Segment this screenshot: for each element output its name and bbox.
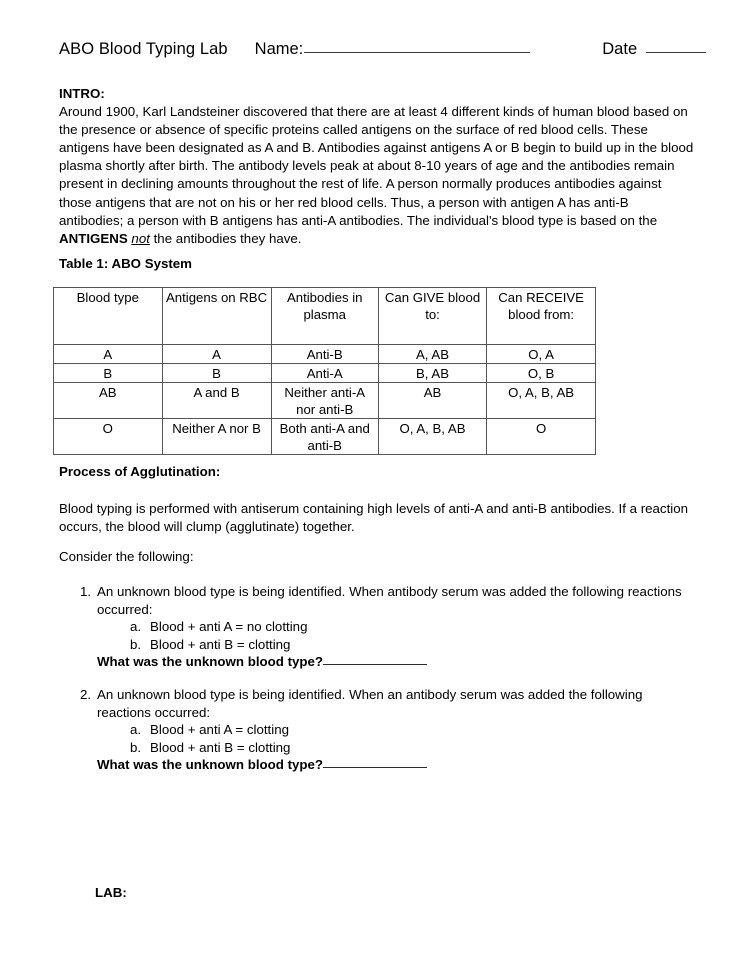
lab-heading: LAB: [95, 885, 127, 900]
sub-item-b [130, 739, 700, 757]
table-cell: B [162, 364, 271, 383]
sub-item-text: Blood + anti B = clotting [150, 739, 291, 755]
question-list [80, 583, 700, 774]
intro-text-tail: the antibodies they have. [149, 230, 302, 246]
question-body [97, 583, 700, 671]
question-sublist [130, 721, 700, 756]
question-marker: 1. [80, 584, 92, 599]
intro-italic-not: not [131, 230, 150, 246]
intro-text-lead: Around 1900, Karl Landsteiner discovered that there are at least 4 different kinds of human blood based on the presence or absence of specific proteins called antigens on the surface of red blood cells. These antigens have been designated as A and B. Antibodies against antigens A or B begin to build up in the blood plasma shortly after birth. The antibody levels peak at about 8-10 years of age and the antibodies remain present in declining amounts throughout the rest of life. A person normally produces antibodies against those antigens that are not on his or her red blood cells. Thus, a person with antigen A has anti-B antibodies; a person with B antigens has anti-A antibodies. The individual's blood type is based on the [59, 104, 694, 228]
table-cell: Anti-B [271, 345, 378, 364]
question-sublist [130, 618, 700, 653]
question-body [97, 686, 700, 774]
table-cell: O, B [487, 364, 596, 383]
table-cell: Neither anti-A nor anti-B [271, 383, 378, 419]
table-cell: Anti-A [271, 364, 378, 383]
answer-prompt-2 [97, 756, 700, 774]
table-cell: B [54, 364, 163, 383]
date-field-group [602, 40, 706, 59]
table-cell: O [54, 419, 163, 455]
sub-item-text: Blood + anti B = clotting [150, 636, 291, 652]
table-cell: B, AB [378, 364, 486, 383]
table-header-antibodies: Antibodies in plasma [271, 288, 378, 345]
page-title: ABO Blood Typing Lab [59, 40, 228, 58]
sub-item-text: Blood + anti A = clotting [150, 722, 289, 738]
question-stem: An unknown blood type is being identified. When an antibody serum was added the following reactions occurred: [97, 686, 643, 720]
question-item-2 [80, 686, 700, 774]
table-header-can-give: Can GIVE blood to: [378, 288, 486, 345]
agglutination-heading: Process of Agglutination: [59, 464, 221, 479]
table-row [54, 419, 596, 455]
agglutination-paragraph: Blood typing is performed with antiserum containing high levels of anti-A and anti-B antibodies. If a reaction occurs, the blood will clump (agglutinate) together. [59, 501, 689, 535]
table-cell: A [54, 345, 163, 364]
answer-prompt-1 [97, 653, 700, 671]
name-blank-line[interactable] [304, 52, 530, 53]
table-row [54, 383, 596, 419]
question-marker: 2. [80, 686, 92, 702]
table-row [54, 364, 596, 383]
table-cell: A [162, 345, 271, 364]
question-item-1 [80, 583, 700, 671]
table-row [54, 345, 596, 364]
name-label: Name: [254, 40, 304, 58]
table-cell: AB [54, 383, 163, 419]
name-field-group [255, 40, 531, 59]
table-header-row [54, 288, 596, 345]
table-caption: Table 1: ABO System [59, 256, 193, 271]
sub-item-b [130, 636, 700, 654]
consider-the-following-label: Consider the following: [59, 549, 194, 564]
sub-item-marker: a. [130, 619, 142, 635]
table-cell: Both anti-A and anti-B [271, 419, 378, 455]
intro-section [59, 85, 695, 248]
table-cell: A and B [162, 383, 271, 419]
answer-blank-line[interactable] [323, 664, 427, 665]
table-cell: AB [378, 383, 486, 419]
answer-blank-line[interactable] [323, 767, 427, 768]
abo-system-table [53, 287, 596, 455]
table-header-antigens: Antigens on RBC [162, 288, 271, 345]
sub-item-marker: b. [130, 636, 142, 652]
table-cell: A, AB [378, 345, 486, 364]
answer-prompt-text: What was the unknown blood type? [97, 654, 324, 670]
intro-paragraph [59, 103, 695, 248]
answer-prompt-text: What was the unknown blood type? [97, 757, 324, 773]
table-cell: Neither A nor B [162, 419, 271, 455]
table-cell: O, A, B, AB [378, 419, 486, 455]
table-header-blood-type: Blood type [54, 288, 163, 345]
sub-item-marker: a. [130, 722, 142, 738]
question-stem: An unknown blood type is being identified. When antibody serum was added the following reactions occurred: [97, 584, 682, 617]
intro-heading: INTRO: [59, 86, 105, 101]
sub-item-marker: b. [130, 739, 142, 755]
sub-item-a [130, 721, 700, 739]
table-cell: O [487, 419, 596, 455]
intro-bold-antigens: ANTIGENS [59, 230, 128, 246]
sub-item-text: Blood + anti A = no clotting [150, 619, 308, 635]
table-header-can-receive: Can RECEIVE blood from: [487, 288, 596, 345]
document-header [59, 40, 699, 59]
table-cell: O, A [487, 345, 596, 364]
sub-item-a [130, 618, 700, 636]
date-blank-line[interactable] [646, 52, 706, 53]
date-label: Date [602, 40, 638, 58]
table-cell: O, A, B, AB [487, 383, 596, 419]
